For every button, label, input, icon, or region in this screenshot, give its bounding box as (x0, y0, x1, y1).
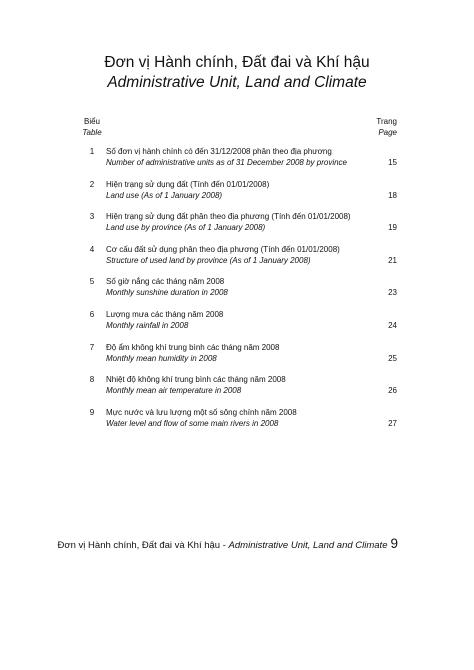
footer-title-vi: Đơn vị Hành chính, Đất đai và Khí hậu (57, 540, 221, 551)
toc-entry-page: 27 (388, 418, 397, 428)
table-header-en: Table (82, 128, 102, 137)
toc-entry[interactable] (0, 309, 474, 342)
toc-entry-title-vi: Nhiệt độ không khí trung bình các tháng năm 2008 (106, 375, 286, 385)
toc-entry-title-vi: Hiện trạng sử dụng đất phân theo địa phương (Tính đến 01/01/2008) (106, 212, 351, 222)
page-header-en: Page (378, 128, 397, 137)
footer-title-en: Administrative Unit, Land and Climate (228, 540, 388, 551)
toc-entry[interactable] (0, 179, 474, 212)
page-title: Đơn vị Hành chính, Đất đai và Khí hậu (104, 54, 370, 71)
footer-page-number: 9 (390, 536, 398, 551)
toc-entry-page: 21 (388, 255, 397, 265)
footer-separator: - (220, 540, 229, 551)
toc-entry-page: 23 (388, 288, 397, 298)
toc-entry[interactable] (0, 276, 474, 309)
toc-entry-title-en: Monthly sunshine duration in 2008 (106, 288, 228, 298)
toc-entry-number: 1 (89, 147, 95, 156)
toc-entry[interactable] (0, 374, 474, 407)
toc-entry-number: 6 (89, 309, 95, 319)
toc-entry-title-vi: Lượng mưa các tháng năm 2008 (106, 309, 224, 319)
toc-entry-title-en: Structure of used land by province (As of 1 January 2008) (106, 255, 311, 265)
toc-entry-page: 26 (388, 386, 397, 396)
toc-entry-title-en: Monthly mean humidity in 2008 (106, 353, 217, 363)
toc-entry-number: 9 (89, 407, 95, 417)
toc-entry-title-en: Monthly mean air temperature in 2008 (106, 386, 242, 396)
toc-entry-title-vi: Độ ẩm không khí trung bình các tháng năm 2008 (106, 342, 280, 352)
page-column-header (357, 116, 397, 138)
toc-entry-title-vi: Mực nước và lưu lượng một số sông chính năm 2008 (106, 407, 297, 417)
toc-entry-number: 3 (89, 212, 95, 222)
toc-entry-title-vi: Cơ cấu đất sử dụng phân theo địa phương (Tính đến 01/01/2008) (106, 244, 340, 254)
toc-entry-number: 4 (89, 244, 95, 254)
toc-entry-title-en: Water level and flow of some main rivers in 2008 (106, 418, 279, 428)
toc-entry-number: 5 (89, 277, 95, 287)
page-subtitle: Administrative Unit, Land and Climate (107, 74, 367, 91)
table-column-header (80, 116, 104, 138)
toc-entry-title-en: Monthly rainfall in 2008 (106, 320, 189, 330)
toc-entry-number: 2 (89, 179, 95, 189)
toc-entry-title-vi: Hiện trạng sử dụng đất (Tính đến 01/01/2008) (106, 179, 270, 189)
toc-entry[interactable] (0, 342, 474, 375)
toc-entry[interactable] (0, 244, 474, 277)
toc-entry[interactable] (0, 211, 474, 244)
toc-entry-title-vi: Số đơn vị hành chính có đến 31/12/2008 phân theo địa phương (106, 147, 332, 156)
toc-entry-page: 25 (388, 353, 397, 363)
toc-entry-page: 15 (388, 158, 397, 167)
page-header-vi: Trang (376, 117, 397, 126)
toc-entry-number: 8 (89, 375, 95, 385)
table-header-vi: Biểu (83, 117, 100, 126)
toc-entry-number: 7 (89, 342, 95, 352)
page-footer (0, 537, 398, 553)
toc-entry-title-vi: Số giờ nắng các tháng năm 2008 (106, 277, 225, 287)
toc-entry-page: 24 (388, 320, 397, 330)
table-of-contents (0, 146, 474, 439)
toc-entry[interactable] (0, 407, 474, 440)
toc-entry-page: 18 (388, 190, 397, 200)
toc-entry[interactable] (0, 146, 474, 179)
toc-entry-title-en: Land use (As of 1 January 2008) (106, 190, 223, 200)
toc-entry-title-en: Land use by province (As of 1 January 2008) (106, 223, 266, 233)
toc-entry-title-en: Number of administrative units as of 31 December 2008 by province (106, 158, 348, 167)
toc-entry-page: 19 (388, 223, 397, 233)
